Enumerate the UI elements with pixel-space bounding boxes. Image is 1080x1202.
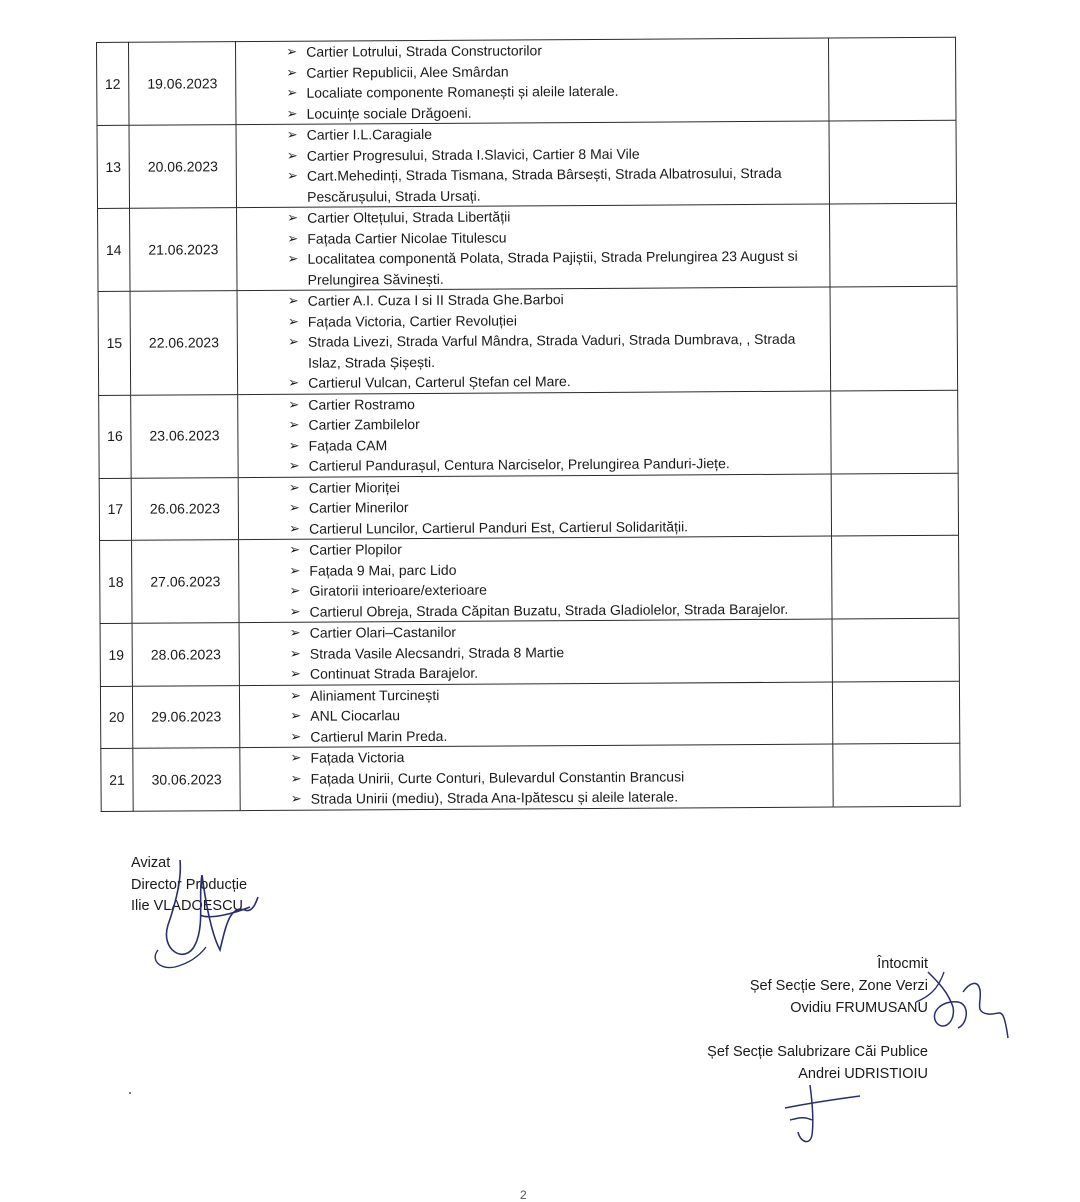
- row-number: 18: [100, 540, 133, 623]
- arrow-bullet-icon: ➢: [290, 687, 302, 703]
- row-observations: [830, 390, 958, 474]
- location-text: Fațada Unirii, Curte Conturi, Bulevardul Constantin Brancusi: [310, 767, 685, 787]
- location-text: Cartier Olari–Castanilor: [309, 623, 457, 641]
- approval-signature: [140, 855, 280, 975]
- list-item: [237, 100, 823, 124]
- row-observations: [829, 120, 957, 204]
- approval-role: Director Producție: [131, 876, 248, 893]
- location-list: [237, 122, 823, 208]
- location-text: Cartier Mioriței: [308, 478, 400, 496]
- row-date: 30.06.2023: [133, 748, 240, 811]
- list-item: [240, 661, 826, 685]
- arrow-bullet-icon: ➢: [286, 126, 298, 142]
- location-text: Cartierul Pandurașul, Centura Narciselor, Prelungirea Panduri-Jiețe.: [308, 455, 730, 474]
- location-text: Localiate componente Romanești și aleile laterale.: [306, 82, 619, 101]
- location-list: [237, 205, 823, 291]
- row-date: 20.06.2023: [129, 125, 237, 209]
- row-date: 29.06.2023: [132, 685, 239, 748]
- sanitation-block: [707, 1041, 928, 1085]
- row-date: 28.06.2023: [132, 623, 239, 686]
- location-text: Cartier Oltețului, Strada Libertății: [307, 208, 511, 226]
- location-text: Fațada CAM: [308, 436, 388, 454]
- location-text: Fațada Cartier Nicolae Titulescu: [307, 228, 507, 247]
- arrow-bullet-icon: ➢: [289, 665, 301, 681]
- list-item: [238, 329, 824, 374]
- arrow-bullet-icon: ➢: [289, 624, 301, 640]
- location-text: Aliniament Turcinești: [310, 686, 440, 704]
- arrow-bullet-icon: ➢: [288, 457, 300, 473]
- prepared-block: [750, 953, 928, 1019]
- row-locations: [240, 682, 833, 748]
- arrow-bullet-icon: ➢: [290, 770, 302, 786]
- arrow-bullet-icon: ➢: [289, 603, 301, 619]
- schedule-table: [96, 37, 961, 812]
- table-row: [99, 390, 958, 478]
- row-date: 23.06.2023: [131, 394, 239, 478]
- row-number: 12: [97, 42, 130, 125]
- location-text: Fațada Victoria: [310, 749, 405, 766]
- table-row: [98, 286, 958, 395]
- row-locations: [238, 474, 831, 540]
- row-number: 15: [98, 291, 131, 395]
- page-number: 2: [520, 1188, 527, 1202]
- arrow-bullet-icon: ➢: [288, 416, 300, 432]
- location-text: Cartier Plopilor: [309, 541, 402, 558]
- row-number: 16: [99, 395, 132, 478]
- location-list: [240, 745, 826, 810]
- row-locations: [236, 121, 829, 208]
- list-item: [239, 453, 825, 477]
- row-date: 27.06.2023: [132, 540, 240, 624]
- location-text: Cartierul Marin Preda.: [310, 727, 448, 745]
- location-text: Strada Unirii (mediu), Strada Ana-Ipătescu și aleile laterale.: [310, 788, 679, 807]
- row-observations: [832, 618, 960, 681]
- table-row: [101, 743, 960, 811]
- location-text: Fațada Victoria, Cartier Revoluției: [307, 311, 517, 330]
- location-list: [238, 391, 824, 477]
- sanitation-role: Șef Secție Salubrizare Căi Publice: [707, 1044, 928, 1060]
- row-locations: [240, 744, 833, 810]
- location-text: Cartierul Obreja, Strada Căpitan Buzatu, Strada Gladiolelor, Strada Barajelor.: [309, 600, 789, 620]
- arrow-bullet-icon: ➢: [289, 541, 301, 557]
- table-row: [100, 535, 959, 623]
- arrow-bullet-icon: ➢: [289, 520, 301, 536]
- list-item: [239, 515, 825, 539]
- row-locations: [237, 204, 830, 291]
- row-locations: [238, 391, 831, 478]
- table-row: [97, 120, 956, 208]
- list-item: [238, 370, 824, 394]
- prepared-person: Ovidiu FRUMUSANU: [790, 1000, 928, 1016]
- arrow-bullet-icon: ➢: [288, 479, 300, 495]
- location-text: Cartier Minerilor: [308, 499, 409, 516]
- location-list: [238, 288, 824, 394]
- prepared-role: Șef Secție Sere, Zone Verzi: [749, 978, 928, 994]
- sanitation-person: Andrei UDRISTIOIU: [798, 1066, 928, 1082]
- arrow-bullet-icon: ➢: [286, 147, 298, 163]
- location-text: Cartier I.L.Caragiale: [306, 125, 433, 143]
- row-locations: [236, 38, 829, 125]
- arrow-bullet-icon: ➢: [287, 250, 299, 266]
- location-text: Strada Vasile Alecsandri, Strada 8 Martie: [309, 643, 565, 662]
- location-text: Cartier A.I. Cuza I si II Strada Ghe.Barboi: [307, 291, 564, 309]
- table-row: [100, 681, 959, 749]
- row-number: 19: [100, 623, 132, 686]
- row-locations: [239, 619, 832, 685]
- arrow-bullet-icon: ➢: [288, 374, 300, 390]
- stray-mark: [129, 1092, 131, 1094]
- location-text: Cartier Lotrului, Strada Constructorilor: [306, 42, 543, 60]
- location-list: [239, 537, 825, 623]
- arrow-bullet-icon: ➢: [286, 167, 298, 183]
- row-date: 21.06.2023: [130, 208, 238, 292]
- row-number: 14: [98, 208, 131, 291]
- row-number: 21: [101, 748, 133, 811]
- row-number: 13: [97, 125, 130, 208]
- location-list: [240, 682, 826, 747]
- arrow-bullet-icon: ➢: [288, 396, 300, 412]
- row-observations: [831, 473, 959, 536]
- arrow-bullet-icon: ➢: [287, 313, 299, 329]
- table-row: [98, 203, 957, 291]
- arrow-bullet-icon: ➢: [289, 582, 301, 598]
- arrow-bullet-icon: ➢: [289, 645, 301, 661]
- location-text: Cartier Zambilelor: [308, 416, 420, 433]
- arrow-bullet-icon: ➢: [286, 105, 298, 121]
- table-row: [97, 37, 956, 125]
- row-observations: [833, 743, 961, 806]
- location-text: Fațada 9 Mai, parc Lido: [309, 561, 457, 579]
- row-locations: [239, 536, 832, 623]
- location-text: Cartierul Luncilor, Cartierul Panduri Est, Cartierul Solidarității.: [309, 517, 689, 537]
- row-date: 22.06.2023: [130, 291, 238, 395]
- table-row: [99, 473, 958, 541]
- row-observations: [830, 286, 958, 390]
- row-observations: [828, 37, 956, 121]
- list-item: [240, 598, 826, 622]
- arrow-bullet-icon: ➢: [287, 230, 299, 246]
- arrow-bullet-icon: ➢: [286, 43, 298, 59]
- prepared-title: Întocmit: [877, 956, 928, 972]
- approval-title: Avizat: [131, 855, 171, 871]
- location-text: Strada Livezi, Strada Varful Mândra, Strada Vaduri, Strada Dumbrava, , Strada Islaz, Strada Șișești.: [307, 330, 796, 371]
- arrow-bullet-icon: ➢: [290, 790, 302, 806]
- list-item: [237, 163, 823, 208]
- row-number: 17: [99, 478, 131, 541]
- schedule-table-body: [97, 37, 961, 811]
- location-text: Cartier Rostramo: [308, 395, 415, 413]
- arrow-bullet-icon: ➢: [288, 499, 300, 515]
- arrow-bullet-icon: ➢: [287, 333, 299, 349]
- arrow-bullet-icon: ➢: [290, 707, 302, 723]
- location-text: Giratorii interioare/exterioare: [309, 581, 487, 599]
- location-list: [236, 39, 822, 125]
- location-list: [239, 474, 825, 539]
- arrow-bullet-icon: ➢: [290, 749, 302, 765]
- list-item: [240, 723, 826, 747]
- location-list: [240, 620, 826, 685]
- prepared-signature: [908, 962, 1018, 1052]
- arrow-bullet-icon: ➢: [290, 728, 302, 744]
- list-item: [237, 246, 823, 291]
- location-text: Cartierul Vulcan, Carterul Ștefan cel Mare.: [308, 373, 571, 391]
- arrow-bullet-icon: ➢: [287, 209, 299, 225]
- arrow-bullet-icon: ➢: [287, 292, 299, 308]
- location-text: Cartier Republicii, Alee Smârdan: [306, 62, 509, 81]
- table-row: [100, 618, 959, 686]
- arrow-bullet-icon: ➢: [286, 64, 298, 80]
- approval-person: Ilie VLADOESCU: [131, 898, 244, 914]
- arrow-bullet-icon: ➢: [288, 437, 300, 453]
- list-item: [241, 786, 827, 810]
- row-number: 20: [100, 686, 132, 749]
- row-date: 26.06.2023: [131, 477, 238, 540]
- row-observations: [829, 203, 957, 287]
- arrow-bullet-icon: ➢: [289, 562, 301, 578]
- row-observations: [831, 535, 959, 619]
- location-text: Cart.Mehedinți, Strada Tismana, Strada Bârsești, Strada Albatrosului, Strada Pescărușului, Strada Ursați.: [306, 164, 782, 205]
- location-text: Locuințe sociale Drăgoeni.: [306, 104, 472, 122]
- sanitation-signature: [780, 1080, 870, 1150]
- row-locations: [237, 287, 830, 394]
- location-text: Cartier Progresului, Strada I.Slavici, Cartier 8 Mai Vile: [306, 145, 640, 164]
- row-observations: [832, 681, 960, 744]
- row-date: 19.06.2023: [129, 42, 237, 126]
- location-text: Continuat Strada Barajelor.: [309, 664, 479, 682]
- arrow-bullet-icon: ➢: [286, 84, 298, 100]
- location-text: Localitatea componentă Polata, Strada Pajiștii, Strada Prelungirea 23 August si Prelungirea Săvinești.: [307, 247, 798, 288]
- location-text: ANL Ciocarlau: [310, 707, 401, 724]
